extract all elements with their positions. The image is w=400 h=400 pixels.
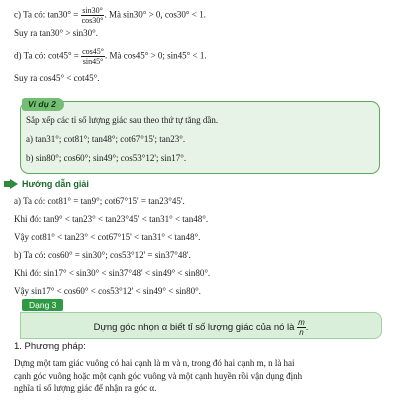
paragraph-line: nghĩa tỉ số lượng giác để nhận ra góc α.: [14, 383, 157, 393]
example-prompt: Sắp xếp các tỉ số lượng giác sau theo thứ tự tăng dần.: [26, 115, 219, 125]
paragraph-line: cạnh góc vuông hoặc một cạnh góc vuông và một cạnh huyền rồi vận dụng định: [14, 370, 303, 381]
example-part-a: a) tan31°; cot81°; tan48°; cot67°15'; tan23°.: [26, 134, 186, 144]
fraction-cos-sin-45: [81, 47, 105, 66]
d-suffix: . Mà cos45° > 0; sin45° < 1.: [105, 50, 207, 61]
frac-denominator: n: [299, 328, 304, 337]
frac-denominator: sin45°: [82, 57, 104, 66]
line-c-statement: [14, 6, 206, 25]
frac-denominator: cos30°: [81, 16, 104, 25]
dang-title-text: Dựng góc nhọn α biết tỉ số lượng giác của nó là: [93, 322, 298, 334]
section-heading: 1. Phương pháp:: [14, 341, 86, 352]
d-prefix: d) Ta có: cot45° =: [14, 50, 82, 61]
line-d-conclusion: Suy ra cos45° < cot45°.: [14, 73, 100, 83]
fraction-sin-cos-30: [81, 6, 105, 25]
example-tag: Ví dụ 2: [22, 98, 64, 111]
solution-line: a) Ta có: cot81° = tan9°; cot67°15' = tan23°45'.: [14, 196, 185, 206]
section-paragraph: [14, 357, 386, 395]
frac-numerator: cos45°: [82, 47, 104, 56]
solution-line: Vậy sin17° < cos60° < cos53°12' < sin49° < sin80°.: [14, 286, 201, 296]
line-c-conclusion: Suy ra tan30° > sin30°.: [14, 28, 99, 38]
dang-tag: Dạng 3: [22, 299, 63, 311]
dang-title: [21, 318, 381, 337]
solution-line: Khi đó: sin17° < sin30° < sin37°48' < sin49° < sin80°.: [14, 268, 211, 278]
solution-arrow-icon: [10, 179, 18, 189]
c-prefix: c) Ta có: tan30° =: [14, 9, 81, 20]
c-suffix: . Mà sin30° > 0, cos30° < 1.: [104, 9, 206, 20]
example-part-b: b) sin80°; cos60°; sin49°; cos53°12'; sin17°.: [26, 153, 187, 163]
solution-heading: Hướng dẫn giải: [22, 179, 89, 189]
dang-title-end: .: [305, 322, 309, 334]
fraction-m-n: [297, 318, 306, 337]
line-d-statement: [14, 47, 207, 66]
frac-numerator: sin30°: [82, 6, 103, 15]
solution-line: Khi đó: tan9° < tan23° < tan23°45' < tan31° < tan48°.: [14, 214, 209, 224]
dang-banner: [20, 312, 382, 339]
paragraph-line: Dựng một tam giác vuông có hai cạnh là m và n, trong đó hai cạnh m, n là hai: [14, 358, 295, 368]
frac-numerator: m: [298, 318, 305, 327]
solution-line: b) Ta có: cos60° = sin30°; cos53°12' = sin37°48'.: [14, 250, 191, 260]
solution-line: Vậy cot81° < tan23° < cot67°15' < tan31° < tan48°.: [14, 232, 201, 242]
